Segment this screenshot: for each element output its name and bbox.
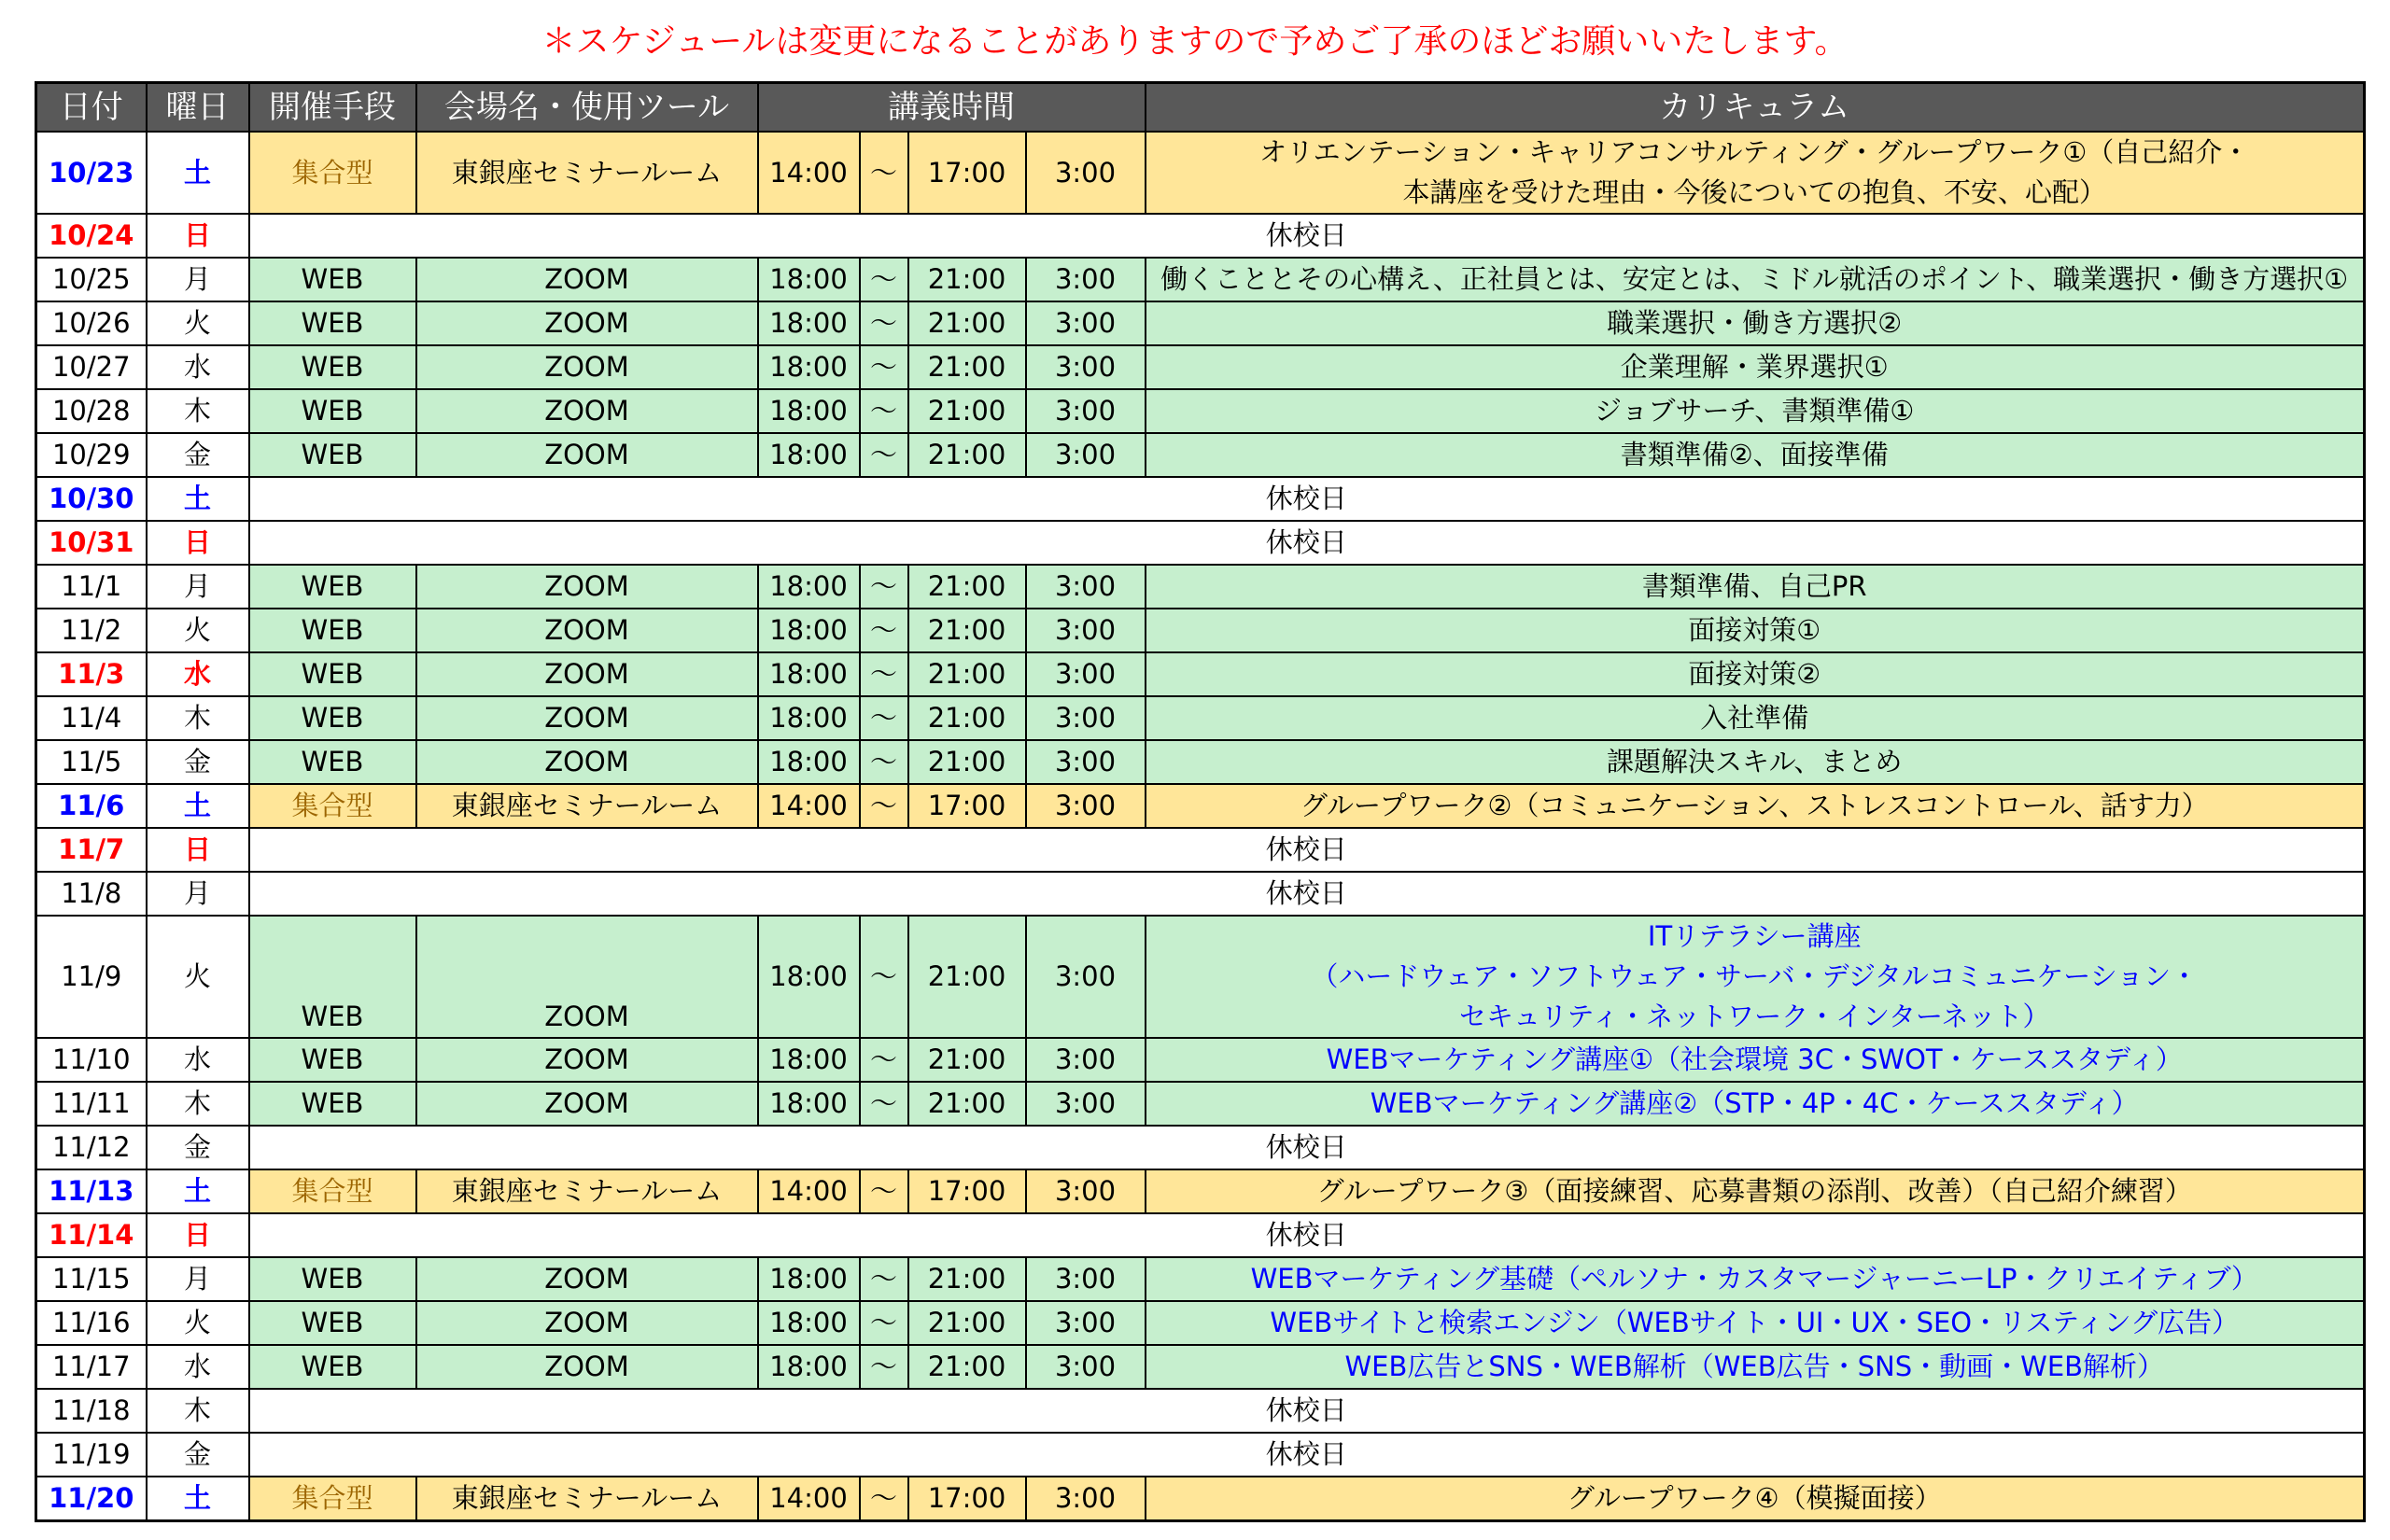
method-cell: 集合型: [249, 132, 416, 214]
time-separator-cell: ～: [860, 258, 908, 301]
time-separator-cell: ～: [860, 652, 908, 696]
method-cell: WEB: [249, 1301, 416, 1345]
day-of-week-cell: 水: [147, 345, 249, 389]
holiday-cell: 休校日: [249, 521, 2365, 565]
schedule-row: [36, 1301, 2365, 1345]
venue-cell: ZOOM: [416, 652, 758, 696]
date-cell: 11/18: [36, 1389, 147, 1433]
date-cell: 11/4: [36, 696, 147, 740]
date-cell: 10/23: [36, 132, 147, 214]
schedule-body: [36, 132, 2365, 1521]
start-time-cell: 18:00: [758, 916, 860, 1038]
start-time-cell: 18:00: [758, 696, 860, 740]
end-time-cell: 21:00: [908, 1257, 1026, 1301]
holiday-cell: 休校日: [249, 1126, 2365, 1169]
schedule-row: [36, 1477, 2365, 1521]
day-of-week-cell: 月: [147, 565, 249, 609]
end-time-cell: 21:00: [908, 740, 1026, 784]
duration-cell: 3:00: [1026, 916, 1146, 1038]
day-of-week-cell: 木: [147, 1389, 249, 1433]
time-separator-cell: ～: [860, 1477, 908, 1521]
header-method: 開催手段: [249, 83, 416, 133]
time-separator-cell: ～: [860, 609, 908, 652]
holiday-cell: 休校日: [249, 214, 2365, 258]
time-separator-cell: ～: [860, 1257, 908, 1301]
header-curriculum: カリキュラム: [1146, 83, 2365, 133]
day-of-week-cell: 火: [147, 301, 249, 345]
date-cell: 11/3: [36, 652, 147, 696]
venue-cell: ZOOM: [416, 1345, 758, 1389]
schedule-row: [36, 433, 2365, 477]
start-time-cell: 18:00: [758, 345, 860, 389]
curriculum-line: WEBマーケティング講座①（社会環境 3C・SWOT・ケーススタディ）: [1326, 1043, 2183, 1075]
start-time-cell: 14:00: [758, 132, 860, 214]
schedule-row: [36, 740, 2365, 784]
venue-cell: ZOOM: [416, 916, 758, 1038]
duration-cell: 3:00: [1026, 1301, 1146, 1345]
curriculum-line: 課題解決スキル、まとめ: [1607, 746, 1903, 777]
date-cell: 11/14: [36, 1213, 147, 1257]
duration-cell: 3:00: [1026, 345, 1146, 389]
schedule-table: [35, 81, 2366, 1522]
day-of-week-cell: 土: [147, 784, 249, 828]
curriculum-cell: [1146, 1038, 2365, 1082]
schedule-row: [36, 1038, 2365, 1082]
venue-cell: ZOOM: [416, 345, 758, 389]
day-of-week-cell: 土: [147, 477, 249, 521]
duration-cell: 3:00: [1026, 652, 1146, 696]
schedule-row-holiday: [36, 521, 2365, 565]
schedule-row: [36, 132, 2365, 214]
method-cell: 集合型: [249, 1477, 416, 1521]
end-time-cell: 17:00: [908, 132, 1026, 214]
day-of-week-cell: 土: [147, 1169, 249, 1213]
duration-cell: 3:00: [1026, 565, 1146, 609]
schedule-row-holiday: [36, 1213, 2365, 1257]
curriculum-cell: [1146, 784, 2365, 828]
curriculum-cell: [1146, 1257, 2365, 1301]
date-cell: 11/20: [36, 1477, 147, 1521]
date-cell: 11/13: [36, 1169, 147, 1213]
venue-cell: ZOOM: [416, 609, 758, 652]
schedule-row: [36, 1345, 2365, 1389]
holiday-cell: 休校日: [249, 477, 2365, 521]
time-separator-cell: ～: [860, 1082, 908, 1126]
time-separator-cell: ～: [860, 389, 908, 433]
curriculum-cell: [1146, 696, 2365, 740]
duration-cell: 3:00: [1026, 740, 1146, 784]
method-cell: WEB: [249, 652, 416, 696]
venue-cell: ZOOM: [416, 389, 758, 433]
date-cell: 11/12: [36, 1126, 147, 1169]
holiday-cell: 休校日: [249, 828, 2365, 872]
duration-cell: 3:00: [1026, 301, 1146, 345]
curriculum-line: 面接対策②: [1688, 658, 1821, 690]
venue-cell: ZOOM: [416, 258, 758, 301]
day-of-week-cell: 金: [147, 1126, 249, 1169]
venue-cell: 東銀座セミナールーム: [416, 132, 758, 214]
end-time-cell: 21:00: [908, 652, 1026, 696]
curriculum-cell: [1146, 132, 2365, 214]
header-date: 日付: [36, 83, 147, 133]
date-cell: 11/9: [36, 916, 147, 1038]
method-cell: WEB: [249, 258, 416, 301]
day-of-week-cell: 金: [147, 433, 249, 477]
curriculum-cell: [1146, 345, 2365, 389]
venue-cell: ZOOM: [416, 1301, 758, 1345]
holiday-cell: 休校日: [249, 872, 2365, 916]
end-time-cell: 21:00: [908, 916, 1026, 1038]
header-row: [36, 83, 2365, 133]
day-of-week-cell: 木: [147, 389, 249, 433]
date-cell: 10/27: [36, 345, 147, 389]
venue-cell: ZOOM: [416, 1257, 758, 1301]
header-venue: 会場名・使用ツール: [416, 83, 758, 133]
date-cell: 11/17: [36, 1345, 147, 1389]
schedule-row: [36, 565, 2365, 609]
date-cell: 10/28: [36, 389, 147, 433]
end-time-cell: 21:00: [908, 1082, 1026, 1126]
duration-cell: 3:00: [1026, 433, 1146, 477]
venue-cell: ZOOM: [416, 565, 758, 609]
curriculum-line: 職業選択・働き方選択②: [1607, 307, 1903, 339]
end-time-cell: 17:00: [908, 784, 1026, 828]
end-time-cell: 21:00: [908, 696, 1026, 740]
time-separator-cell: ～: [860, 1345, 908, 1389]
start-time-cell: 14:00: [758, 1477, 860, 1521]
schedule-row-holiday: [36, 214, 2365, 258]
method-cell: WEB: [249, 1082, 416, 1126]
curriculum-cell: [1146, 301, 2365, 345]
start-time-cell: 18:00: [758, 1082, 860, 1126]
method-cell: WEB: [249, 740, 416, 784]
day-of-week-cell: 金: [147, 740, 249, 784]
venue-cell: ZOOM: [416, 301, 758, 345]
date-cell: 10/24: [36, 214, 147, 258]
date-cell: 10/31: [36, 521, 147, 565]
curriculum-cell: [1146, 652, 2365, 696]
method-cell: WEB: [249, 1257, 416, 1301]
start-time-cell: 18:00: [758, 1257, 860, 1301]
holiday-cell: 休校日: [249, 1213, 2365, 1257]
start-time-cell: 18:00: [758, 565, 860, 609]
time-separator-cell: ～: [860, 740, 908, 784]
date-cell: 11/15: [36, 1257, 147, 1301]
curriculum-line: 入社準備: [1700, 702, 1809, 734]
start-time-cell: 18:00: [758, 1038, 860, 1082]
curriculum-line: WEBサイトと検索エンジン（WEBサイト・UI・UX・SEO・リスティング広告）: [1270, 1307, 2240, 1338]
curriculum-line: 本講座を受けた理由・今後についての抱負、不安、心配）: [1402, 176, 2106, 208]
duration-cell: 3:00: [1026, 1345, 1146, 1389]
curriculum-cell: [1146, 609, 2365, 652]
method-cell: WEB: [249, 565, 416, 609]
day-of-week-cell: 火: [147, 609, 249, 652]
date-cell: 11/19: [36, 1433, 147, 1477]
day-of-week-cell: 月: [147, 1257, 249, 1301]
time-separator-cell: ～: [860, 696, 908, 740]
curriculum-cell: [1146, 389, 2365, 433]
venue-cell: ZOOM: [416, 1038, 758, 1082]
time-separator-cell: ～: [860, 1169, 908, 1213]
day-of-week-cell: 火: [147, 916, 249, 1038]
end-time-cell: 21:00: [908, 389, 1026, 433]
curriculum-cell: [1146, 1169, 2365, 1213]
time-separator-cell: ～: [860, 565, 908, 609]
schedule-row: [36, 609, 2365, 652]
schedule-row-holiday: [36, 828, 2365, 872]
schedule-row: [36, 258, 2365, 301]
curriculum-line: WEBマーケティング講座②（STP・4P・4C・ケーススタディ）: [1370, 1087, 2139, 1119]
method-cell: WEB: [249, 345, 416, 389]
time-separator-cell: ～: [860, 1038, 908, 1082]
method-cell: WEB: [249, 389, 416, 433]
day-of-week-cell: 日: [147, 214, 249, 258]
end-time-cell: 17:00: [908, 1169, 1026, 1213]
day-of-week-cell: 月: [147, 872, 249, 916]
venue-cell: ZOOM: [416, 740, 758, 784]
end-time-cell: 21:00: [908, 345, 1026, 389]
time-separator-cell: ～: [860, 433, 908, 477]
curriculum-line: 面接対策①: [1688, 614, 1821, 646]
day-of-week-cell: 水: [147, 652, 249, 696]
duration-cell: 3:00: [1026, 696, 1146, 740]
method-cell: WEB: [249, 433, 416, 477]
date-cell: 10/30: [36, 477, 147, 521]
date-cell: 11/8: [36, 872, 147, 916]
day-of-week-cell: 日: [147, 828, 249, 872]
duration-cell: 3:00: [1026, 609, 1146, 652]
day-of-week-cell: 金: [147, 1433, 249, 1477]
date-cell: 10/26: [36, 301, 147, 345]
start-time-cell: 18:00: [758, 609, 860, 652]
day-of-week-cell: 木: [147, 1082, 249, 1126]
curriculum-cell: [1146, 258, 2365, 301]
method-cell: WEB: [249, 1345, 416, 1389]
schedule-row: [36, 784, 2365, 828]
schedule-row: [36, 1257, 2365, 1301]
date-cell: 11/1: [36, 565, 147, 609]
day-of-week-cell: 日: [147, 1213, 249, 1257]
curriculum-cell: [1146, 565, 2365, 609]
duration-cell: 3:00: [1026, 132, 1146, 214]
curriculum-cell: [1146, 433, 2365, 477]
curriculum-line: 書類準備、自己PR: [1641, 570, 1867, 602]
schedule-row: [36, 1169, 2365, 1213]
start-time-cell: 18:00: [758, 652, 860, 696]
curriculum-line: （ハードウェア・ソフトウェア・サーバ・デジタルコミュニケーション・: [1311, 960, 2199, 992]
schedule-change-notice: ＊スケジュールは変更になることがありますので予めご了承のほどお願いいたします。: [541, 22, 1849, 61]
end-time-cell: 21:00: [908, 258, 1026, 301]
schedule-row-holiday: [36, 477, 2365, 521]
start-time-cell: 14:00: [758, 1169, 860, 1213]
date-cell: 11/7: [36, 828, 147, 872]
venue-cell: 東銀座セミナールーム: [416, 784, 758, 828]
venue-cell: ZOOM: [416, 433, 758, 477]
curriculum-line: WEB広告とSNS・WEB解析（WEB広告・SNS・動画・WEB解析）: [1344, 1351, 2165, 1382]
holiday-cell: 休校日: [249, 1389, 2365, 1433]
end-time-cell: 21:00: [908, 301, 1026, 345]
curriculum-cell: [1146, 1345, 2365, 1389]
date-cell: 11/10: [36, 1038, 147, 1082]
time-separator-cell: ～: [860, 132, 908, 214]
header-day-of-week: 曜日: [147, 83, 249, 133]
duration-cell: 3:00: [1026, 784, 1146, 828]
time-separator-cell: ～: [860, 1301, 908, 1345]
start-time-cell: 18:00: [758, 258, 860, 301]
duration-cell: 3:00: [1026, 258, 1146, 301]
duration-cell: 3:00: [1026, 389, 1146, 433]
method-cell: WEB: [249, 916, 416, 1038]
curriculum-line: 企業理解・業界選択①: [1620, 351, 1889, 383]
curriculum-line: グループワーク②（コミュニケーション、ストレスコントロール、話す力）: [1300, 790, 2209, 821]
schedule-row: [36, 345, 2365, 389]
curriculum-line: グループワーク③（面接練習、応募書類の添削、改善）（自己紹介練習）: [1316, 1175, 2192, 1207]
venue-cell: 東銀座セミナールーム: [416, 1477, 758, 1521]
duration-cell: 3:00: [1026, 1038, 1146, 1082]
date-cell: 10/29: [36, 433, 147, 477]
end-time-cell: 17:00: [908, 1477, 1026, 1521]
curriculum-line: グループワーク④（模擬面接）: [1567, 1482, 1942, 1514]
venue-cell: ZOOM: [416, 696, 758, 740]
day-of-week-cell: 木: [147, 696, 249, 740]
start-time-cell: 18:00: [758, 301, 860, 345]
start-time-cell: 18:00: [758, 740, 860, 784]
end-time-cell: 21:00: [908, 1345, 1026, 1389]
curriculum-line: ITリテラシー講座: [1647, 920, 1862, 952]
schedule-row: [36, 652, 2365, 696]
schedule-row: [36, 1082, 2365, 1126]
end-time-cell: 21:00: [908, 609, 1026, 652]
schedule-row: [36, 301, 2365, 345]
curriculum-cell: [1146, 740, 2365, 784]
start-time-cell: 18:00: [758, 389, 860, 433]
end-time-cell: 21:00: [908, 565, 1026, 609]
duration-cell: 3:00: [1026, 1257, 1146, 1301]
curriculum-line: セキュリティ・ネットワーク・インターネット）: [1459, 1001, 2050, 1032]
curriculum-cell: [1146, 1301, 2365, 1345]
curriculum-line: 書類準備②、面接準備: [1620, 439, 1889, 470]
method-cell: 集合型: [249, 784, 416, 828]
time-separator-cell: ～: [860, 784, 908, 828]
day-of-week-cell: 火: [147, 1301, 249, 1345]
end-time-cell: 21:00: [908, 1038, 1026, 1082]
day-of-week-cell: 水: [147, 1345, 249, 1389]
day-of-week-cell: 土: [147, 1477, 249, 1521]
header-lecture-time: 講義時間: [758, 83, 1146, 133]
time-separator-cell: ～: [860, 345, 908, 389]
method-cell: 集合型: [249, 1169, 416, 1213]
start-time-cell: 18:00: [758, 1301, 860, 1345]
curriculum-line: WEBマーケティング基礎（ペルソナ・カスタマージャーニーLP・クリエイティブ）: [1250, 1263, 2258, 1295]
time-separator-cell: ～: [860, 916, 908, 1038]
date-cell: 11/16: [36, 1301, 147, 1345]
schedule-row: [36, 916, 2365, 1038]
method-cell: WEB: [249, 301, 416, 345]
schedule-row-holiday: [36, 1126, 2365, 1169]
method-cell: WEB: [249, 696, 416, 740]
day-of-week-cell: 日: [147, 521, 249, 565]
end-time-cell: 21:00: [908, 433, 1026, 477]
schedule-row-holiday: [36, 872, 2365, 916]
schedule-row-holiday: [36, 1389, 2365, 1433]
day-of-week-cell: 月: [147, 258, 249, 301]
start-time-cell: 18:00: [758, 433, 860, 477]
curriculum-line: 働くこととその心構え、正社員とは、安定とは、ミドル就活のポイント、職業選択・働き方選択①: [1160, 263, 2349, 295]
date-cell: 11/11: [36, 1082, 147, 1126]
date-cell: 11/6: [36, 784, 147, 828]
day-of-week-cell: 水: [147, 1038, 249, 1082]
duration-cell: 3:00: [1026, 1082, 1146, 1126]
curriculum-cell: [1146, 1082, 2365, 1126]
venue-cell: ZOOM: [416, 1082, 758, 1126]
method-cell: WEB: [249, 609, 416, 652]
date-cell: 11/5: [36, 740, 147, 784]
time-separator-cell: ～: [860, 301, 908, 345]
duration-cell: 3:00: [1026, 1169, 1146, 1213]
start-time-cell: 18:00: [758, 1345, 860, 1389]
schedule-row-holiday: [36, 1433, 2365, 1477]
date-cell: 11/2: [36, 609, 147, 652]
curriculum-cell: [1146, 916, 2365, 1038]
end-time-cell: 21:00: [908, 1301, 1026, 1345]
curriculum-cell: [1146, 1477, 2365, 1521]
holiday-cell: 休校日: [249, 1433, 2365, 1477]
date-cell: 10/25: [36, 258, 147, 301]
curriculum-line: ジョブサーチ、書類準備①: [1595, 395, 1915, 427]
venue-cell: 東銀座セミナールーム: [416, 1169, 758, 1213]
duration-cell: 3:00: [1026, 1477, 1146, 1521]
start-time-cell: 14:00: [758, 784, 860, 828]
method-cell: WEB: [249, 1038, 416, 1082]
schedule-row: [36, 389, 2365, 433]
curriculum-line: オリエンテーション・キャリアコンサルティング・グループワーク①（自己紹介・: [1259, 136, 2250, 168]
day-of-week-cell: 土: [147, 132, 249, 214]
schedule-row: [36, 696, 2365, 740]
